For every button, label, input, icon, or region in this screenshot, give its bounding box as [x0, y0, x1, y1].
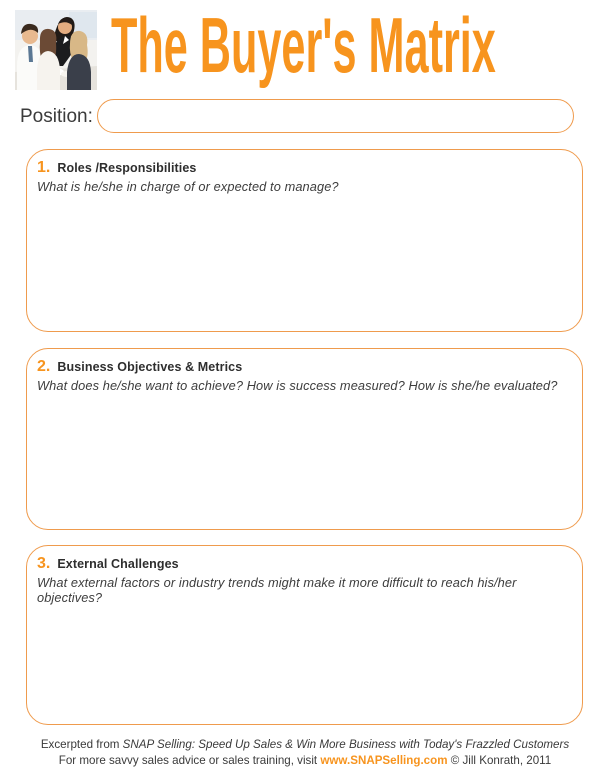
footer-copyright: © Jill Konrath, 2011 — [447, 754, 552, 768]
section-header — [27, 150, 582, 177]
footer-excerpt-prefix: Excerpted from — [40, 738, 123, 751]
section-title: Roles /Responsibilities — [57, 161, 197, 175]
section-number: 3. — [37, 555, 51, 572]
page-title — [111, 4, 496, 90]
section-number: 2. — [37, 358, 51, 375]
team-photo-illustration — [15, 10, 97, 90]
section-business-objectives-metrics[interactable] — [26, 348, 583, 530]
section-number: 1. — [37, 159, 51, 176]
section-header — [27, 546, 582, 573]
footer-line1 — [0, 737, 610, 753]
footer-book-title: SNAP Selling: Speed Up Sales & Win More Business with Today's Frazzled Customers — [122, 738, 570, 751]
position-label: Position: — [20, 106, 93, 127]
section-external-challenges[interactable] — [26, 545, 583, 725]
section-title: Business Objectives & Metrics — [57, 360, 243, 374]
footer-advice-prefix: For more savvy sales advice or sales training, visit — [58, 754, 321, 768]
section-roles-responsibilities[interactable] — [26, 149, 583, 332]
page-title-text: The Buyer's Matrix — [111, 2, 496, 90]
footer-line2 — [0, 753, 610, 769]
section-question: What does he/she want to achieve? How is success measured? How is she/he evaluated? — [37, 378, 558, 393]
footer — [0, 737, 610, 769]
section-question: What is he/she in charge of or expected to manage? — [37, 179, 339, 194]
footer-website-link[interactable]: www.SNAPSelling.com — [320, 754, 448, 768]
section-title: External Challenges — [57, 557, 179, 571]
section-header — [27, 349, 582, 376]
business-team-photo — [15, 10, 97, 90]
position-input[interactable] — [97, 99, 574, 133]
section-question: What external factors or industry trends might make it more difficult to reach his/her objectives? — [37, 575, 517, 605]
